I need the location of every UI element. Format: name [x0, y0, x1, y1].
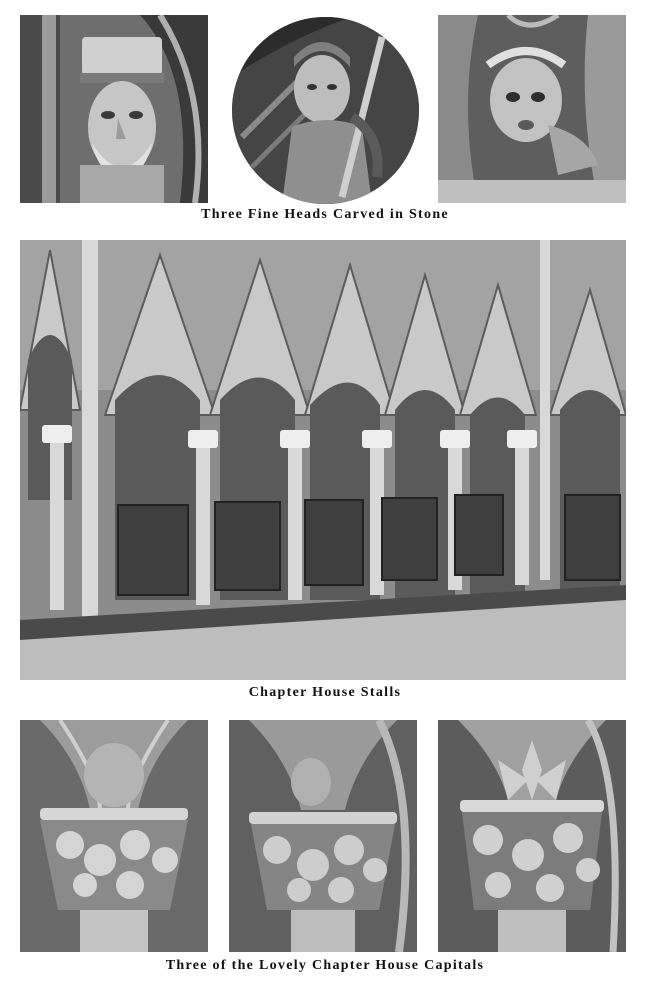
round-head-image [232, 17, 419, 204]
caption-stalls: Chapter House Stalls [248, 685, 402, 700]
photo-capital-left [20, 720, 208, 952]
stalls-image [20, 240, 626, 680]
caption-capitals: Three of the Lovely Chapter House Capitals [165, 958, 485, 973]
photo-round-head-with-staff [232, 17, 419, 204]
photo-chapter-house-stalls [20, 240, 626, 680]
capital-left-image [20, 720, 208, 952]
photo-capital-middle [229, 720, 417, 952]
bearded-head-image [20, 15, 208, 203]
caption-heads: Three Fine Heads Carved in Stone [201, 207, 449, 222]
capital-right-image [438, 720, 626, 952]
crowned-head-image [438, 15, 626, 203]
photo-crowned-head [438, 15, 626, 203]
capital-middle-image [229, 720, 417, 952]
photo-bearded-head [20, 15, 208, 203]
photo-capital-right [438, 720, 626, 952]
